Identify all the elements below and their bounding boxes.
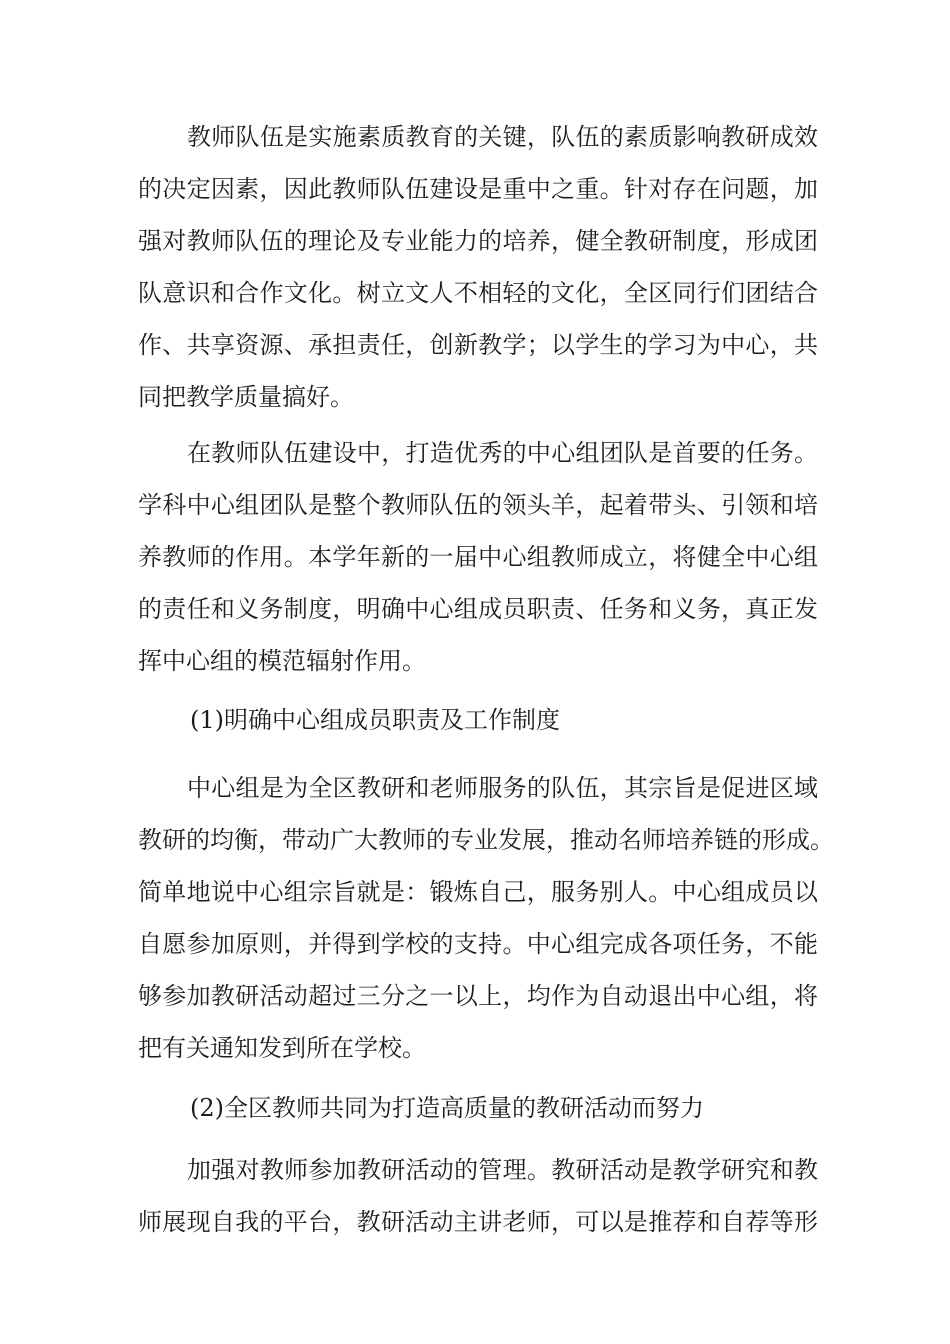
paragraph-line: 把有关通知发到所在学校。 <box>138 1034 426 1062</box>
paragraph-line: 的责任和义务制度，明确中心组成员职责、任务和义务，真正发 <box>138 595 818 623</box>
paragraph-line: 学科中心组团队是整个教师队伍的领头羊，起着带头、引领和培 <box>138 491 818 519</box>
section-heading: (1)明确中心组成员职责及工作制度 <box>190 706 560 734</box>
paragraph-line: 同把教学质量搞好。 <box>138 383 354 411</box>
paragraph-2 <box>138 427 818 687</box>
section-heading-2 <box>138 1082 818 1134</box>
paragraph-line: 强对教师队伍的理论及专业能力的培养，健全教研制度，形成团 <box>138 227 818 255</box>
paragraph-line: 队意识和合作文化。树立文人不相轻的文化，全区同行们团结合 <box>138 279 818 307</box>
paragraph-line: 挥中心组的模范辐射作用。 <box>138 647 426 675</box>
paragraph-3 <box>138 762 834 1074</box>
paragraph-line: 师展现自我的平台，教研活动主讲老师，可以是推荐和自荐等形 <box>138 1208 818 1236</box>
paragraph-line: 教师队伍是实施素质教育的关键，队伍的素质影响教研成效 <box>187 123 818 151</box>
paragraph-line: 够参加教研活动超过三分之一以上，均作为自动退出中心组，将 <box>138 982 818 1010</box>
paragraph-line: 养教师的作用。本学年新的一届中心组教师成立，将健全中心组 <box>138 543 818 571</box>
paragraph-line: 教研的均衡，带动广大教师的专业发展，推动名师培养链的形成。 <box>138 826 834 854</box>
paragraph-line: 在教师队伍建设中，打造优秀的中心组团队是首要的任务。 <box>187 439 818 467</box>
paragraph-line: 简单地说中心组宗旨就是：锻炼自己，服务别人。中心组成员以 <box>138 878 818 906</box>
paragraph-line: 加强对教师参加教研活动的管理。教研活动是教学研究和教 <box>187 1156 818 1184</box>
section-heading: (2)全区教师共同为打造高质量的教研活动而努力 <box>190 1094 704 1122</box>
section-heading-1 <box>138 694 818 746</box>
paragraph-line: 作、共享资源、承担责任，创新教学；以学生的学习为中心，共 <box>138 331 818 359</box>
paragraph-4 <box>138 1144 818 1248</box>
paragraph-line: 自愿参加原则，并得到学校的支持。中心组完成各项任务，不能 <box>138 930 818 958</box>
paragraph-1 <box>138 111 818 423</box>
paragraph-line: 中心组是为全区教研和老师服务的队伍，其宗旨是促进区域 <box>187 774 818 802</box>
paragraph-line: 的决定因素，因此教师队伍建设是重中之重。针对存在问题，加 <box>138 175 818 203</box>
